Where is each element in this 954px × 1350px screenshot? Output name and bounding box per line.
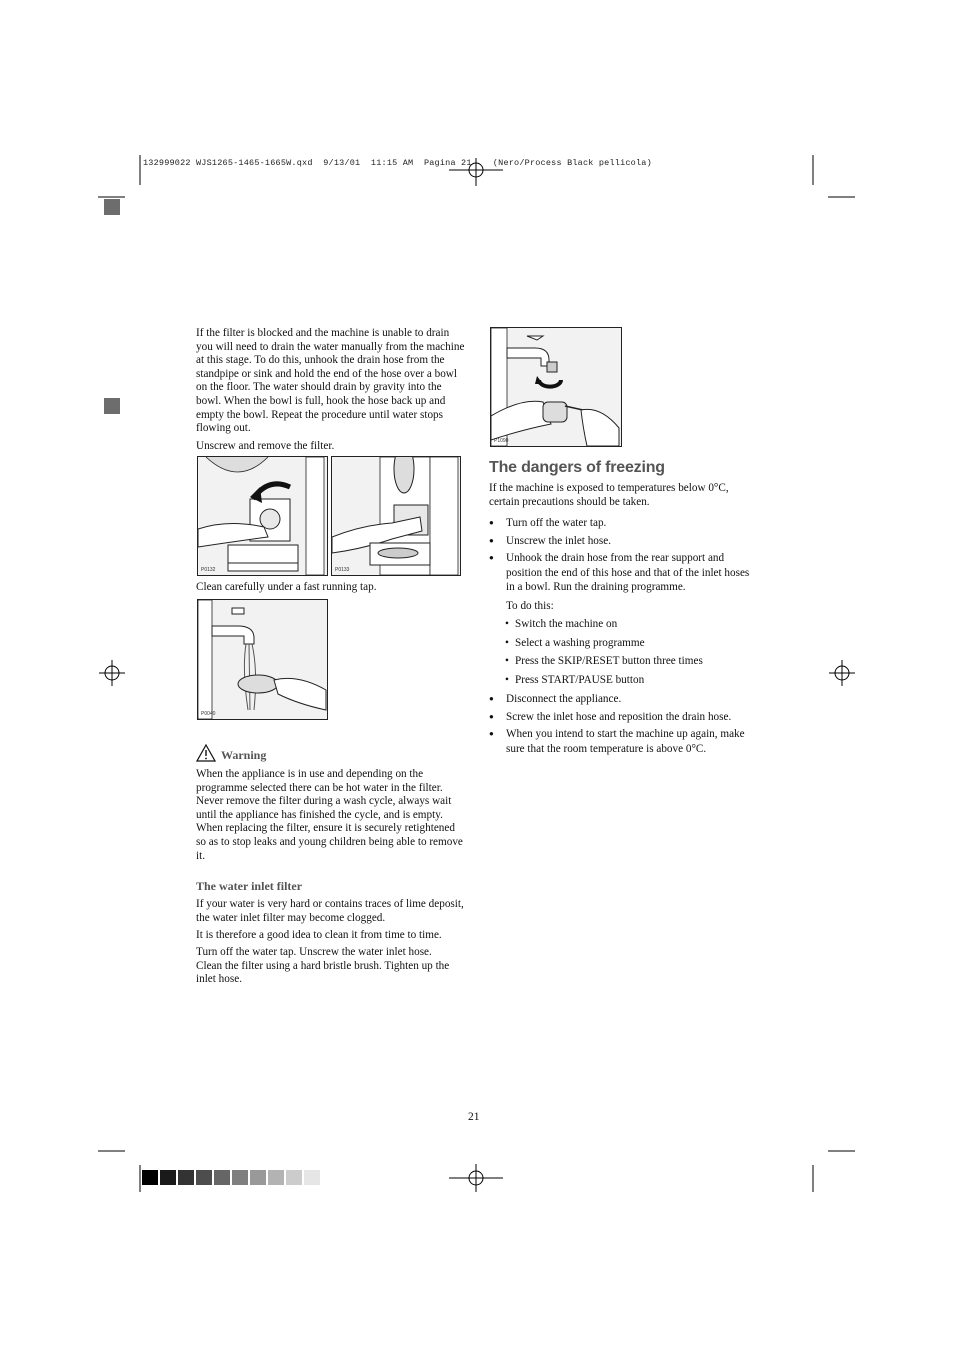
color-swatch xyxy=(178,1170,194,1185)
inlet-filter-illustration xyxy=(491,328,621,446)
tap-cleaning-illustration xyxy=(198,600,327,719)
list-item: • Press START/PAUSE button xyxy=(489,674,751,688)
figure-code: P0132 xyxy=(201,567,216,573)
inlet-paragraph-2: It is therefore a good idea to clean it from time to time. xyxy=(196,929,442,941)
drain-intro-paragraph: If the filter is blocked and the machine is unable to drain you will need to drain the water manually from the machine at this stage. To do this, unhook the drain hose from the standpipe or sink and hold the end of the hose over a bowl on the floor. The water should drain by gravity into the bowl. When the bowl is full, hook the hose back up and empty the bowl. Repeat the procedure until water stops flowing out. xyxy=(196,327,465,435)
color-swatch xyxy=(250,1170,266,1185)
inlet-filter-heading: The water inlet filter xyxy=(196,879,303,893)
margin-marker xyxy=(104,199,120,215)
warning-paragraph: When the appliance is in use and depending on the programme selected there can be hot water in the filter. Never remove the filter during a wash cycle, always wait until the appliance has finished the cycle, and is empty. When replacing the filter, ensure it is securely retightened so as to stop leaks and young children being able to remove it. xyxy=(196,768,463,862)
print-slug: 132999022 WJS1265-1465-1665W.qxd 9/13/01 11:15 AM Pagina 21 (Nero/Process Black pellicola) xyxy=(143,158,652,168)
washer-filter-illustration xyxy=(198,457,327,575)
inlet-paragraph-1: If your water is very hard or contains traces of lime deposit, the water inlet filter may become clogged. xyxy=(196,898,464,924)
list-item: ● When you intend to start the machine up again, make sure that the room temperature is above 0°C. xyxy=(489,727,751,756)
inlet-paragraph-3: Turn off the water tap. Unscrew the water inlet hose. Clean the filter using a hard bristle brush. Tighten up the inlet hose. xyxy=(196,946,450,986)
figure-inlet-hose xyxy=(490,327,622,447)
to-do-this-label: To do this: xyxy=(506,600,554,612)
color-swatch xyxy=(286,1170,302,1185)
color-swatch xyxy=(304,1170,320,1185)
color-swatch xyxy=(214,1170,230,1185)
warning-triangle-icon xyxy=(196,744,216,762)
list-item: ● Screw the inlet hose and reposition the drain hose. xyxy=(489,710,751,725)
figure-clean-under-tap xyxy=(197,599,328,720)
freezing-heading: The dangers of freezing xyxy=(489,459,665,476)
list-item: ● Unhook the drain hose from the rear support and position the end of this hose and that of the inlet hoses in a bowl. Run the draining programme. xyxy=(489,551,751,595)
warning-heading xyxy=(196,744,266,762)
color-swatch xyxy=(142,1170,158,1185)
unscrew-filter-text: Unscrew and remove the filter. xyxy=(196,440,335,452)
list-item: ● Turn off the water tap. xyxy=(489,516,751,531)
list-item: • Switch the machine on xyxy=(489,618,751,632)
list-item: ● Unscrew the inlet hose. xyxy=(489,534,751,549)
list-item: ● Disconnect the appliance. xyxy=(489,692,751,707)
filter-removal-illustration xyxy=(332,457,460,575)
freezing-steps-list xyxy=(489,516,751,595)
figure-code: P1090 xyxy=(494,438,509,444)
color-swatch xyxy=(160,1170,176,1185)
figure-code: P0040 xyxy=(201,711,216,717)
margin-marker xyxy=(104,398,120,414)
color-swatch xyxy=(196,1170,212,1185)
list-item: • Select a washing programme xyxy=(489,637,751,651)
figure-unscrew-filter xyxy=(197,456,328,576)
list-item: • Press the SKIP/RESET button three times xyxy=(489,655,751,669)
freezing-intro: If the machine is exposed to temperatures below 0°C, certain precautions should be taken. xyxy=(489,482,729,508)
freezing-final-steps-list xyxy=(489,692,751,756)
color-swatch xyxy=(232,1170,248,1185)
clean-filter-text: Clean carefully under a fast running tap. xyxy=(196,581,377,593)
figure-remove-filter xyxy=(331,456,461,576)
color-swatch xyxy=(268,1170,284,1185)
warning-title: Warning xyxy=(221,748,267,762)
draining-substeps-list xyxy=(489,618,751,687)
page-number: 21 xyxy=(468,1111,480,1123)
figure-code: P0133 xyxy=(335,567,350,573)
